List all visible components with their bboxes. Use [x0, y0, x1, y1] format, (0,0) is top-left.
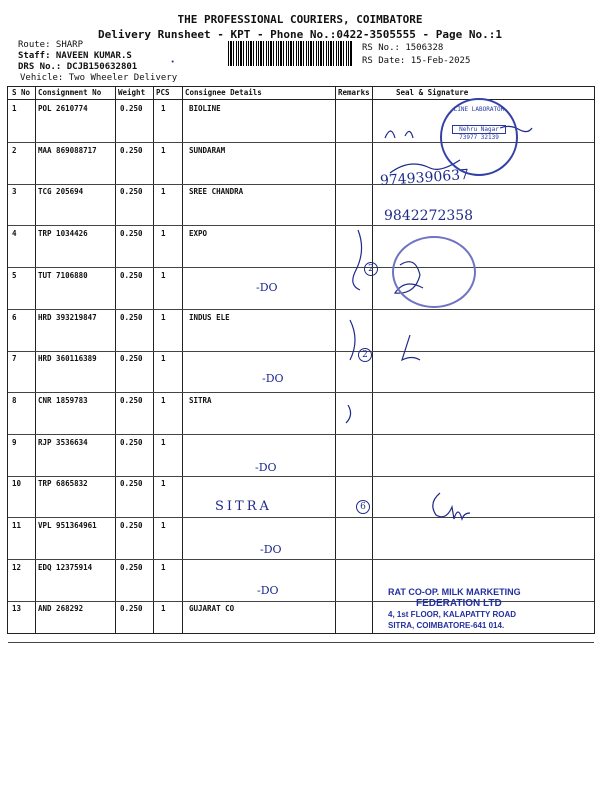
ditto-mark: -DO — [256, 281, 278, 294]
cell-consignment: CNR 1859783 — [38, 395, 88, 405]
handwritten-sitra: SITRA — [215, 499, 272, 514]
cell-weight: 0.250 — [120, 437, 143, 447]
cell-consignment: MAA 869088717 — [38, 145, 97, 155]
cell-consignment: RJP 3536634 — [38, 437, 88, 447]
rs-number: RS No.: 1506328 — [362, 43, 444, 53]
table-row — [8, 517, 594, 560]
stamp-text: FEDERATION LTD — [416, 598, 502, 609]
cell-consignment: VPL 951364961 — [38, 521, 97, 530]
circled-number: 2 — [364, 262, 378, 276]
col-remarks: Remarks — [338, 88, 370, 97]
ditto-mark: -DO — [257, 584, 279, 597]
col-weight: Weight — [118, 88, 146, 97]
cell-pcs: 1 — [161, 270, 166, 280]
cell-sno: 10 — [12, 479, 22, 489]
cell-consignee: INDUS ELE — [189, 312, 230, 322]
cell-sno: 7 — [12, 354, 17, 364]
cell-pcs: 1 — [161, 437, 166, 447]
ditto-mark: -DO — [260, 543, 282, 556]
cell-sno: 11 — [12, 521, 22, 530]
cell-consignee: GUJARAT CO — [189, 604, 235, 614]
cell-pcs: 1 — [161, 521, 166, 530]
cell-sno: 3 — [12, 187, 17, 197]
cell-pcs: 1 — [161, 145, 166, 155]
cell-consignee: SUNDARAM — [189, 145, 226, 155]
cell-pcs: 1 — [161, 562, 166, 572]
cell-weight: 0.250 — [120, 479, 143, 489]
cell-weight: 0.250 — [120, 521, 143, 530]
cell-pcs: 1 — [161, 104, 166, 113]
stamp-text: RAT CO-OP. MILK MARKETING — [388, 587, 521, 597]
ditto-mark: -DO — [255, 461, 277, 474]
cell-pcs: 1 — [161, 395, 166, 405]
table-row — [8, 350, 594, 393]
table-row — [8, 392, 594, 435]
handwritten-mark: ᐧ — [170, 52, 175, 73]
table-row — [8, 475, 594, 518]
cell-pcs: 1 — [161, 604, 166, 614]
col-sno: S No — [12, 88, 31, 97]
cell-sno: 8 — [12, 395, 17, 405]
circled-number: 2 — [358, 348, 372, 362]
col-consignee: Consignee Details — [185, 88, 262, 97]
rs-date: RS Date: 15-Feb-2025 — [362, 56, 471, 66]
cell-weight: 0.250 — [120, 354, 143, 364]
cell-weight: 0.250 — [120, 562, 143, 572]
cell-sno: 5 — [12, 270, 17, 280]
cell-consignment: POL 2610774 — [38, 104, 88, 113]
cell-consignment: EDQ 12375914 — [38, 562, 93, 572]
cell-sno: 9 — [12, 437, 17, 447]
laboratory-stamp — [440, 98, 518, 176]
cell-pcs: 1 — [161, 354, 166, 364]
drs-label: DRS No.: DCJB150632801 — [18, 62, 138, 72]
cell-consignee: EXPO — [189, 229, 208, 239]
cell-consignee: SREE CHANDRA — [189, 187, 244, 197]
staff-label: Staff: NAVEEN KUMAR.S — [18, 51, 132, 61]
cell-sno: 13 — [12, 604, 22, 614]
stamp-text: LINE LABORATOR — [453, 106, 505, 113]
cell-pcs: 1 — [161, 229, 166, 239]
stamp-text: 4, 1st FLOOR, KALAPATTY ROAD — [388, 610, 517, 619]
vehicle-label: Vehicle: Two Wheeler Delivery — [20, 73, 178, 83]
stamp-text: SITRA, COIMBATORE-641 014. — [388, 621, 505, 630]
cell-sno: 1 — [12, 104, 17, 113]
cell-consignee: SITRA — [189, 395, 212, 405]
stamp-text: 73977 32139 — [459, 134, 499, 141]
table-header — [8, 87, 594, 100]
handwritten-phone: 9749390637 — [379, 166, 470, 190]
cell-weight: 0.250 — [120, 187, 143, 197]
cell-weight: 0.250 — [120, 312, 143, 322]
cell-consignment: TRP 1034426 — [38, 229, 88, 239]
cell-sno: 2 — [12, 145, 17, 155]
gujarat-stamp — [388, 587, 521, 631]
cell-pcs: 1 — [161, 312, 166, 322]
cell-pcs: 1 — [161, 479, 166, 489]
cell-consignment: TRP 6865832 — [38, 479, 88, 489]
col-consignment: Consignment No — [38, 88, 102, 97]
cell-consignment: HRD 360116389 — [38, 354, 97, 364]
signature — [425, 488, 475, 523]
company-stamp — [392, 236, 476, 308]
table-row — [8, 309, 594, 352]
cell-consignment: HRD 393219847 — [38, 312, 97, 322]
cell-weight: 0.250 — [120, 395, 143, 405]
col-pcs: PCS — [156, 88, 170, 97]
route-label: Route: SHARP — [18, 40, 84, 50]
handwritten-phone: 9842272358 — [384, 208, 474, 224]
ditto-mark: -DO — [262, 372, 284, 385]
cell-weight: 0.250 — [120, 229, 143, 239]
stamp-text: Nehru Nagar — [452, 125, 506, 134]
cell-sno: 4 — [12, 229, 17, 239]
circled-number: 6 — [356, 500, 370, 514]
table-row — [8, 225, 594, 268]
runsheet-subtitle: Delivery Runsheet - KPT - Phone No.:0422-3505555 - Page No.:1 — [98, 28, 502, 41]
cell-weight: 0.250 — [120, 145, 143, 155]
cell-sno: 12 — [12, 562, 22, 572]
cell-pcs: 1 — [161, 187, 166, 197]
col-seal-signature: Seal & Signature — [396, 88, 469, 97]
company-title: THE PROFESSIONAL COURIERS, COIMBATORE — [177, 13, 423, 26]
table-row — [8, 267, 594, 310]
cell-consignment: TCG 205694 — [38, 187, 84, 197]
table-row — [8, 434, 594, 477]
cell-weight: 0.250 — [120, 104, 143, 113]
barcode — [228, 41, 353, 66]
cell-sno: 6 — [12, 312, 17, 322]
cell-consignment: AND 268292 — [38, 604, 84, 614]
cell-consignee: BIOLINE — [189, 104, 221, 113]
cell-weight: 0.250 — [120, 604, 143, 614]
cell-consignment: TUT 7106880 — [38, 270, 88, 280]
cell-weight: 0.250 — [120, 270, 143, 280]
